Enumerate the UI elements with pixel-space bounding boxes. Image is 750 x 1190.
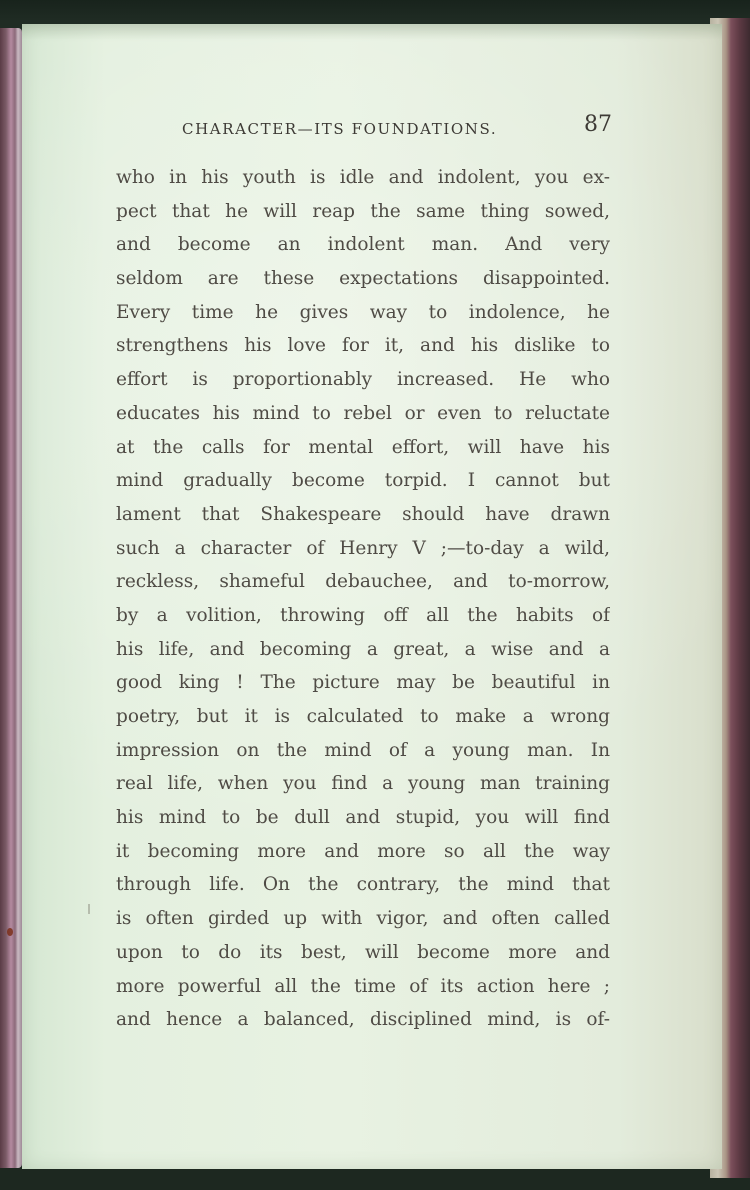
text-line: his mind to be dull and stupid, you will find bbox=[116, 807, 610, 829]
text-line: more powerful all the time of its action here ; bbox=[116, 975, 610, 997]
text-line: real life, when you find a young man training bbox=[116, 773, 610, 795]
paper-mark bbox=[88, 904, 90, 914]
ink-speck bbox=[7, 928, 13, 936]
book-cover-left bbox=[0, 28, 22, 1168]
text-line: Every time he gives way to indolence, he bbox=[116, 301, 610, 323]
text-line: poetry, but it is calculated to make a wrong bbox=[116, 706, 610, 727]
text-line: strengthens his love for it, and his dislike to bbox=[116, 335, 610, 357]
text-line: educates his mind to rebel or even to reluctate bbox=[116, 402, 610, 424]
text-line: and hence a balanced, disciplined mind, is of- bbox=[116, 1009, 610, 1031]
text-line: by a volition, throwing off all the habits of bbox=[116, 604, 610, 626]
text-line: through life. On the contrary, the mind that bbox=[116, 874, 610, 896]
text-line: at the calls for mental effort, will have his bbox=[116, 436, 610, 458]
page-number: 87 bbox=[584, 112, 612, 137]
text-line: his life, and becoming a great, a wise and a bbox=[116, 638, 610, 660]
text-line: pect that he will reap the same thing sowed, bbox=[116, 200, 610, 222]
page-top-shadow bbox=[22, 24, 722, 40]
text-line: it becoming more and more so all the way bbox=[116, 840, 610, 862]
text-line: effort is proportionably increased. He who bbox=[116, 369, 610, 391]
text-line: impression on the mind of a young man. In bbox=[116, 739, 610, 761]
text-line: good king ! The picture may be beautiful in bbox=[116, 672, 610, 694]
running-head: CHARACTER—ITS FOUNDATIONS. bbox=[182, 120, 498, 138]
text-line: lament that Shakespeare should have drawn bbox=[116, 503, 610, 525]
text-line: who in his youth is idle and indolent, you ex- bbox=[116, 167, 610, 188]
text-line: mind gradually become torpid. I cannot but bbox=[116, 470, 610, 492]
body-text bbox=[116, 161, 610, 1037]
text-line: seldom are these expectations disappointed. bbox=[116, 268, 610, 290]
book-page bbox=[22, 24, 722, 1169]
text-line: is often girded up with vigor, and often called bbox=[116, 908, 610, 930]
text-line: and become an indolent man. And very bbox=[116, 234, 610, 256]
text-line: upon to do its best, will become more and bbox=[116, 941, 610, 963]
text-line: such a character of Henry V ;—to-day a wild, bbox=[116, 537, 610, 559]
text-line: reckless, shameful debauchee, and to-morrow, bbox=[116, 571, 610, 593]
page-header bbox=[182, 112, 612, 142]
